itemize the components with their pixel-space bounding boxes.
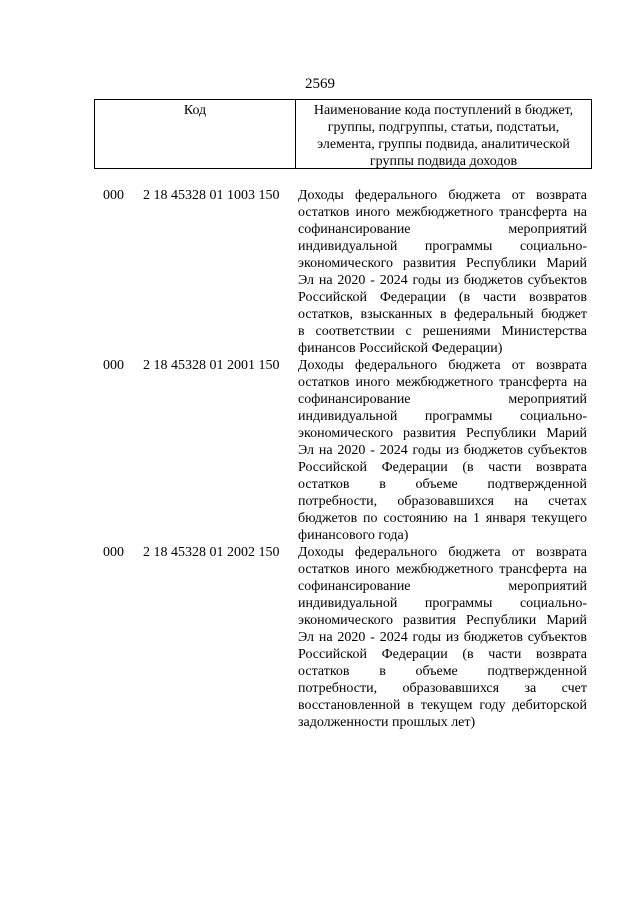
description-line: софинансирование мероприятий	[298, 392, 587, 407]
admin-code: 000	[103, 545, 124, 560]
description-line: потребности, образовавшихся за счет	[298, 681, 587, 696]
description-line: Доходы федерального бюджета от возврата	[298, 358, 587, 373]
revenue-code: 2 18 45328 01 2002 150	[143, 545, 280, 560]
description-line: восстановленной в текущем году дебиторской	[298, 698, 587, 713]
description-line: экономического развития Республики Марий	[298, 613, 587, 628]
revenue-description	[298, 357, 587, 544]
description-line: Эл на 2020 - 2024 годы из бюджетов субъектов	[298, 630, 587, 645]
description-line: софинансирование мероприятий	[298, 222, 587, 237]
description-line: бюджетов по состоянию на 1 января текущего	[298, 511, 587, 526]
table-header	[94, 99, 592, 169]
description-line: софинансирование мероприятий	[298, 579, 587, 594]
description-line: задолженности прошлых лет)	[298, 715, 476, 730]
description-line: остатков в объеме подтвержденной	[298, 477, 587, 492]
header-code-cell: Код	[95, 100, 296, 168]
header-name-line: группы подвида доходов	[369, 154, 518, 169]
description-line: в соответствии с решениями Министерства	[298, 324, 587, 339]
description-line: экономического развития Республики Марий	[298, 256, 587, 271]
description-line: индивидуальной программы социально-	[298, 596, 587, 611]
description-line: Эл на 2020 - 2024 годы из бюджетов субъектов	[298, 273, 587, 288]
description-line: индивидуальной программы социально-	[298, 239, 587, 254]
revenue-code: 2 18 45328 01 2001 150	[143, 358, 280, 373]
revenue-description	[298, 187, 587, 357]
description-line: остатков иного межбюджетного трансферта на	[298, 562, 587, 577]
header-name-line: элемента, группы подвида, аналитической	[317, 137, 570, 152]
description-line: остатков иного межбюджетного трансферта на	[298, 205, 587, 220]
header-name-line: Наименование кода поступлений в бюджет,	[313, 103, 574, 118]
admin-code: 000	[103, 188, 124, 203]
header-name-line: группы, подгруппы, статьи, подстатьи,	[327, 120, 560, 135]
description-line: финансов Российской Федерации)	[298, 341, 503, 356]
revenue-code: 2 18 45328 01 1003 150	[143, 188, 280, 203]
description-line: Доходы федерального бюджета от возврата	[298, 188, 587, 203]
description-line: Российской Федерации (в части возвратов	[298, 290, 587, 305]
table-row	[0, 357, 640, 544]
description-line: потребности, образовавшихся на счетах	[298, 494, 587, 509]
header-name-cell	[296, 100, 591, 168]
admin-code: 000	[103, 358, 124, 373]
description-line: Доходы федерального бюджета от возврата	[298, 545, 587, 560]
description-line: Российской Федерации (в части возврата	[298, 647, 587, 662]
description-line: финансового года)	[298, 528, 409, 543]
table-row	[0, 187, 640, 357]
table-row	[0, 544, 640, 731]
table-body	[0, 187, 640, 731]
description-line: индивидуальной программы социально-	[298, 409, 587, 424]
page-number: 2569	[305, 76, 335, 92]
description-line: остатков, взысканных в федеральный бюджет	[298, 307, 587, 322]
description-line: Эл на 2020 - 2024 годы из бюджетов субъектов	[298, 443, 587, 458]
description-line: экономического развития Республики Марий	[298, 426, 587, 441]
description-line: Российской Федерации (в части возврата	[298, 460, 587, 475]
description-line: остатков в объеме подтвержденной	[298, 664, 587, 679]
description-line: остатков иного межбюджетного трансферта на	[298, 375, 587, 390]
revenue-description	[298, 544, 587, 731]
